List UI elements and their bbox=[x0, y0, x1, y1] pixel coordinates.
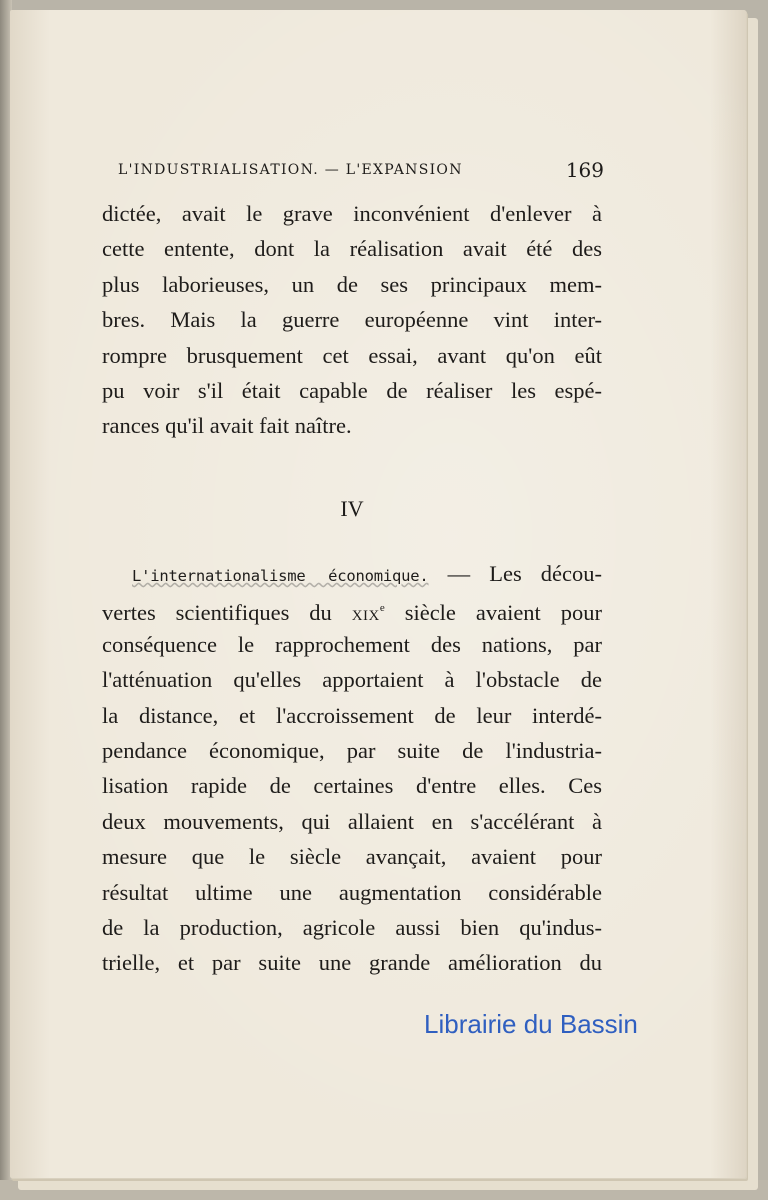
text-line: lisation rapide de certaines d'entre elles. Ces bbox=[102, 773, 602, 799]
text-line: dictée, avait le grave inconvénient d'enlever à bbox=[102, 201, 602, 226]
section-numeral: IV bbox=[340, 496, 364, 521]
text-line: de la production, agricole aussi bien qu'indus- bbox=[102, 914, 602, 940]
text-line: pu voir s'il était capable de réaliser les espé- bbox=[102, 377, 602, 403]
text-line-second bbox=[102, 591, 602, 626]
text-line: bres. Mais la guerre européenne vint inter- bbox=[102, 307, 602, 333]
text-line: la distance, et l'accroissement de leur interdé- bbox=[102, 702, 602, 728]
text-line: cette entente, dont la réalisation avait été des bbox=[102, 236, 602, 262]
century-superscript: e bbox=[379, 602, 385, 615]
line2-start: vertes scientifiques du bbox=[102, 600, 352, 626]
text-line: pendance économique, par suite de l'industria- bbox=[102, 737, 602, 763]
text-line: mesure que le siècle avançait, avaient pour bbox=[102, 844, 602, 870]
paragraph-internationalisme bbox=[102, 556, 602, 981]
line2-end: siècle avaient pour bbox=[384, 600, 602, 626]
first-line-rest: — Les décou- bbox=[428, 561, 602, 586]
text-line: plus laborieuses, un de ses principaux mem- bbox=[102, 271, 602, 297]
text-line: rances qu'il avait fait naître. bbox=[102, 413, 352, 439]
page-number: 169 bbox=[565, 158, 604, 182]
text-line-first bbox=[102, 556, 602, 591]
text-line: résultat ultime une augmentation considérable bbox=[102, 879, 602, 905]
run-in-title: L'internationalisme économique. bbox=[132, 567, 429, 585]
running-title: L'INDUSTRIALISATION. — L'EXPANSION bbox=[118, 162, 463, 178]
century-numeral: XIX bbox=[351, 608, 380, 625]
text-line: conséquence le rapprochement des nations, par bbox=[102, 631, 602, 657]
paragraph-continued bbox=[102, 196, 602, 444]
text-line: rompre brusquement cet essai, avant qu'on eût bbox=[102, 342, 602, 368]
text-line: trielle, et par suite une grande amélioration du bbox=[102, 950, 602, 976]
text-line: l'atténuation qu'elles apportaient à l'obstacle de bbox=[102, 667, 602, 693]
text-line: deux mouvements, qui allaient en s'accélérant à bbox=[102, 808, 602, 834]
running-header bbox=[118, 158, 604, 186]
watermark-label: Librairie du Bassin bbox=[424, 1009, 638, 1039]
